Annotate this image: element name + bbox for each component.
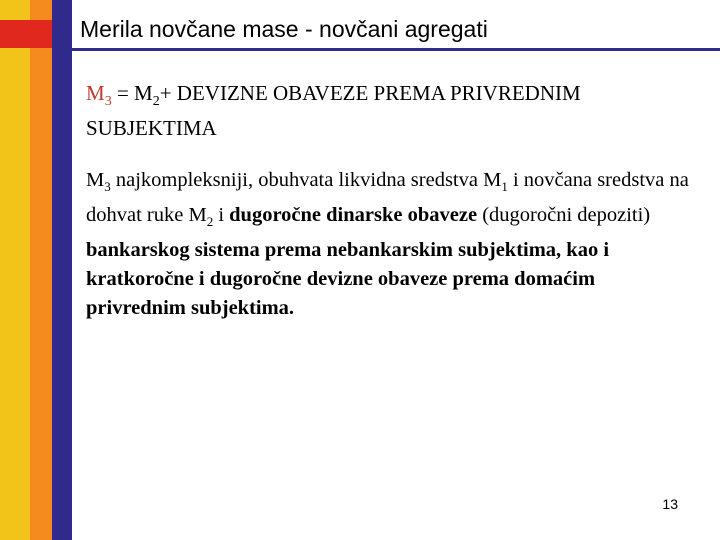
m3-description: $M_3$ najkompleksniji, obuhvata likvidna sredstva $M_1$ i novčana sredstva na dohvat ruke $M_2$ i dugoročne dinarske obaveze (dugoročni depoziti) bankarskog sistema prema nebankarskim subjektima, kao i kratkoročne i dugoročne devizne obaveze prema domaćim privrednim subjektima.	[86, 169, 689, 320]
decor-bar-red	[0, 20, 58, 48]
decor-bar-blue	[52, 0, 72, 540]
page-number: 13	[662, 496, 678, 512]
decor-bar-yellow	[0, 0, 30, 540]
m3-definition-heading: $M_3 = M_2+$ DEVIZNE OBAVEZE PREMA PRIVREDNIM SUBJEKTIMA	[86, 81, 581, 141]
bold-phrase-2: bankarskog sistema prema nebankarskim subjektima, kao i kratkoročne i dugoročne devizne obaveze prema domaćim privrednim subjektima.	[86, 239, 610, 320]
m3-symbol: $M_3$	[86, 81, 112, 110]
title-underline	[72, 48, 720, 51]
bold-phrase-1: dugoročne dinarske obaveze	[229, 204, 478, 227]
slide-title: Merila novčane mase - novčani agregati	[80, 16, 488, 42]
